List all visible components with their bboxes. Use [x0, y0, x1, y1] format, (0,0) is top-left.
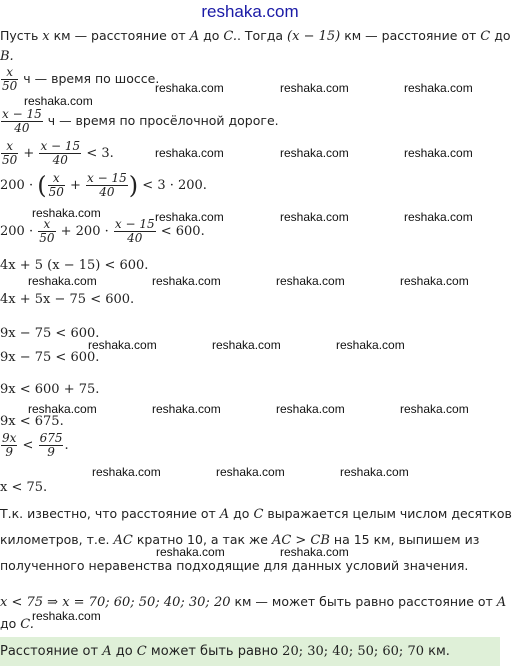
math: C	[253, 507, 264, 522]
math: A	[496, 595, 507, 610]
math: C	[136, 644, 147, 659]
explanation-line-1	[0, 506, 512, 523]
watermark: reshaka.com	[152, 274, 221, 288]
equation-9: 9x < 675.	[0, 414, 64, 429]
math: C.	[20, 617, 34, 632]
watermark: reshaka.com	[156, 545, 225, 559]
math: A	[219, 507, 230, 522]
equation-10	[0, 432, 69, 459]
watermark: reshaka.com	[92, 465, 161, 479]
equation-11: x < 75.	[0, 480, 48, 495]
text: до	[0, 616, 21, 631]
denominator: 40	[14, 121, 30, 135]
denominator: 9	[5, 445, 14, 459]
text: километров, т.е.	[0, 532, 114, 547]
fraction	[1, 108, 43, 135]
fraction	[39, 140, 81, 167]
watermark: reshaka.com	[155, 210, 224, 224]
watermark: reshaka.com	[32, 206, 101, 220]
watermark: reshaka.com	[155, 81, 224, 95]
text: Пусть	[0, 28, 43, 43]
watermark: reshaka.com	[404, 81, 473, 95]
equation-8: 9x < 600 + 75.	[0, 382, 100, 397]
intro-line	[0, 28, 511, 45]
watermark: reshaka.com	[28, 402, 97, 416]
text: Расстояние от	[0, 644, 103, 659]
numerator: x − 15	[2, 107, 42, 121]
equation-1	[0, 140, 114, 167]
math: .	[64, 438, 69, 453]
math: < 3.	[82, 146, 114, 161]
denominator: 50	[39, 231, 55, 245]
watermark: reshaka.com	[404, 146, 473, 160]
watermark: reshaka.com	[280, 81, 349, 95]
text: может быть равно	[146, 644, 283, 659]
text: до	[111, 644, 137, 659]
watermark: reshaka.com	[336, 338, 405, 352]
watermark: reshaka.com	[280, 210, 349, 224]
watermark: reshaka.com	[400, 402, 469, 416]
denominator: 50	[2, 79, 18, 93]
site-title[interactable]: reshaka.com	[201, 2, 299, 21]
math: 200 ·	[0, 178, 38, 193]
math: x < 75 ⇒ x = 70; 60; 50; 40; 30; 20	[0, 595, 231, 610]
fraction	[1, 432, 17, 459]
denominator: 50	[48, 185, 64, 199]
math: AC > CB	[271, 533, 330, 548]
numerator: 675	[39, 431, 63, 445]
watermark: reshaka.com	[276, 402, 345, 416]
fraction	[114, 218, 156, 245]
watermark: reshaka.com	[404, 210, 473, 224]
fraction	[86, 172, 128, 199]
text: км — расстояние от	[340, 28, 481, 43]
math: x	[42, 29, 50, 44]
explanation-line-2	[0, 532, 479, 549]
numerator: x − 15	[40, 139, 81, 153]
text: на 15 км, выпишем из	[329, 532, 480, 547]
watermark: reshaka.com	[152, 402, 221, 416]
fraction	[1, 66, 18, 93]
text: выражается целым числом десятков	[263, 506, 512, 521]
text: до	[199, 28, 224, 43]
text: Т.к. известно, что расстояние от	[0, 506, 220, 521]
numerator: x	[48, 172, 65, 186]
math: C	[480, 29, 491, 44]
denominator: 40	[52, 153, 68, 167]
math: A	[189, 29, 200, 44]
denominator: 50	[2, 153, 18, 167]
watermark: reshaka.com	[88, 338, 157, 352]
fraction	[38, 218, 55, 245]
watermark: reshaka.com	[216, 465, 285, 479]
math: (x − 15)	[287, 29, 341, 44]
values-line-2	[0, 616, 34, 633]
math: C.	[223, 29, 237, 44]
watermark: reshaka.com	[280, 146, 349, 160]
text: км.	[424, 644, 450, 659]
point-b	[0, 48, 14, 65]
watermark: reshaka.com	[155, 146, 224, 160]
math: <	[18, 438, 38, 453]
text: до	[229, 506, 254, 521]
text: ч — время по просёлочной дороге.	[43, 113, 279, 128]
text: . Тогда	[236, 28, 288, 43]
math: 200 ·	[0, 224, 38, 239]
watermark: reshaka.com	[28, 274, 97, 288]
equation-2: 200 · ( $\frac{x}{50}$ + $\frac{x - 15}{40}$ ) < 3 · 200.	[0, 171, 207, 200]
math: + 200 ·	[56, 224, 113, 239]
denominator: 40	[99, 185, 115, 199]
equation-4: 4x + 5 (x − 15) < 600.	[0, 258, 149, 273]
text: ч — время по шоссе.	[19, 71, 160, 86]
math: A	[102, 644, 112, 659]
watermark: reshaka.com	[280, 545, 349, 559]
numerator: x − 15	[87, 171, 127, 185]
watermark: reshaka.com	[400, 274, 469, 288]
math: +	[65, 178, 86, 193]
text: кратно 10, а так же	[132, 532, 272, 547]
numerator: x	[1, 66, 18, 80]
watermark: reshaka.com	[32, 609, 101, 623]
watermark: reshaka.com	[340, 465, 409, 479]
watermark: reshaka.com	[212, 338, 281, 352]
math: B.	[0, 49, 14, 64]
text: км — расстояние от	[49, 28, 190, 43]
equation-5: 4x + 5x − 75 < 600.	[0, 292, 135, 307]
time-highway-line	[0, 66, 159, 93]
answer-line	[0, 644, 450, 660]
math: < 600.	[156, 224, 205, 239]
numerator: 9x	[2, 431, 17, 445]
math: < 3 · 200.	[138, 178, 207, 193]
math: 20; 30; 40; 50; 60; 70	[282, 644, 424, 659]
watermark: reshaka.com	[24, 94, 93, 108]
denominator: 9	[47, 445, 55, 459]
time-dirt-line	[0, 108, 279, 135]
numerator: x − 15	[114, 217, 155, 231]
math: +	[19, 146, 39, 161]
explanation-line-3: полученного неравенства подходящие для данных условий значения.	[0, 558, 469, 573]
numerator: x	[38, 218, 55, 232]
denominator: 40	[127, 231, 143, 245]
equation-7: 9x − 75 < 600.	[0, 350, 100, 365]
watermark: reshaka.com	[276, 274, 345, 288]
fraction	[48, 172, 65, 199]
equation-6: 9x − 75 < 600.	[0, 326, 100, 341]
numerator: x	[1, 140, 18, 154]
text: до	[490, 28, 511, 43]
text: км — может быть равно расстояние от	[230, 594, 497, 609]
math: AC	[113, 533, 133, 548]
fraction	[1, 140, 18, 167]
fraction	[39, 432, 64, 459]
